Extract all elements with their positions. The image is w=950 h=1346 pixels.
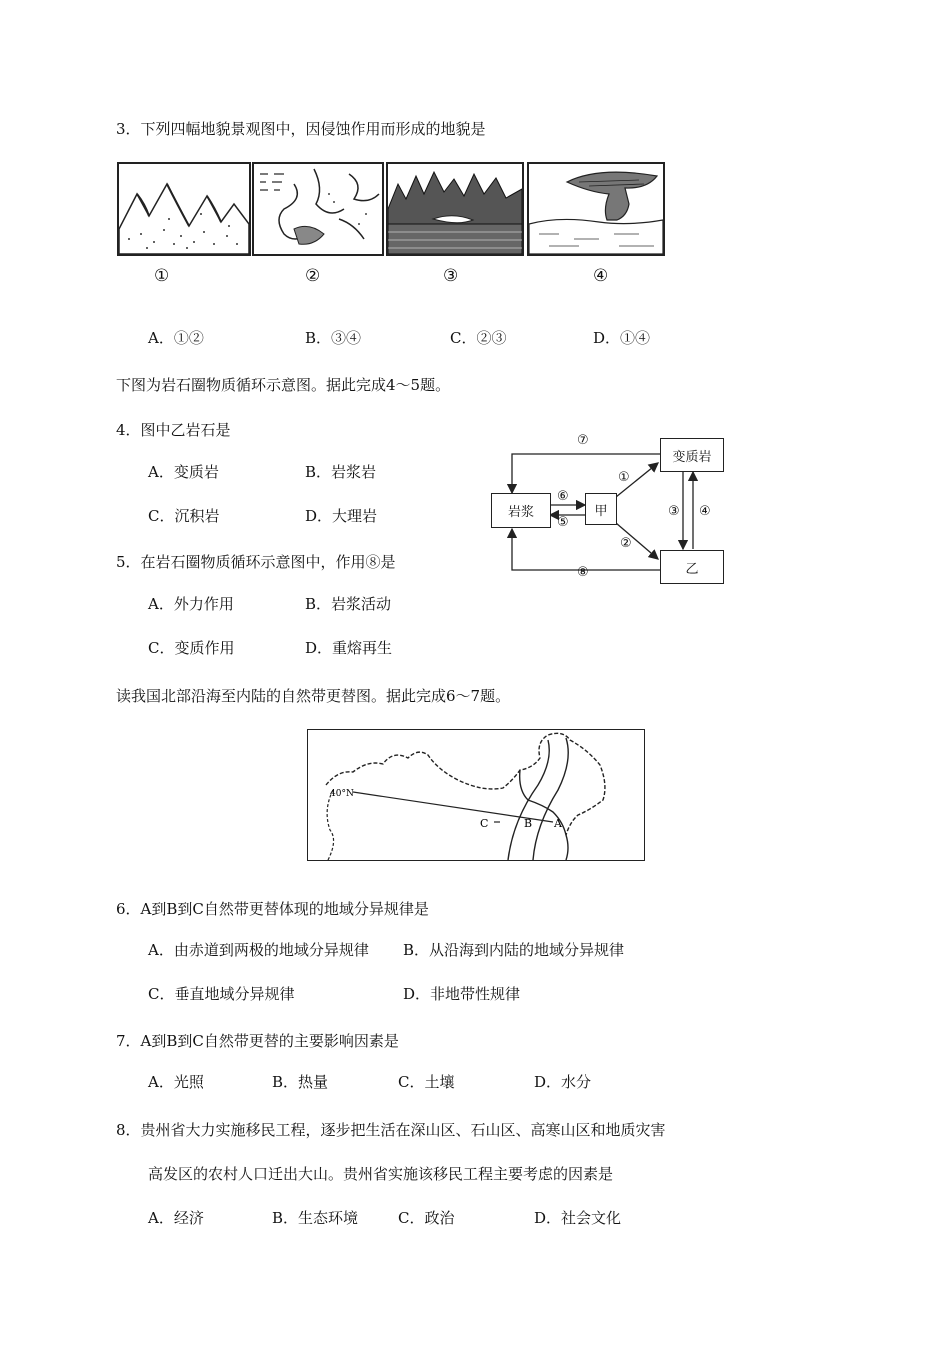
q8-option-d: D．社会文化 <box>534 1209 622 1227</box>
arrow-label-5: ⑤ <box>557 515 569 530</box>
arrow-label-4: ④ <box>699 504 711 519</box>
q5-option-a: A．外力作用 <box>148 595 234 613</box>
intro-4-5: 下图为岩石圈物质循环示意图。据此完成4～5题。 <box>116 376 451 394</box>
q6-stem: 6．A到B到C自然带更替体现的地域分异规律是 <box>116 900 429 918</box>
q6-option-d: D．非地带性规律 <box>403 985 521 1003</box>
figure-label-1: ① <box>154 266 170 286</box>
q7-option-d: D．水分 <box>534 1073 592 1091</box>
q8-stem-line2: 高发区的农村人口迁出大山。贵州省实施该移民工程主要考虑的因素是 <box>148 1165 614 1183</box>
q6-option-b: B．从沿海到内陆的地域分异规律 <box>403 941 625 959</box>
q7-stem: 7．A到B到C自然带更替的主要影响因素是 <box>116 1032 399 1050</box>
landform-picture-4 <box>527 162 665 256</box>
landform-picture-2 <box>252 162 384 256</box>
q8-option-a: A．经济 <box>148 1209 204 1227</box>
box-magma: 岩浆 <box>491 493 551 528</box>
q8-stem-line1: 8．贵州省大力实施移民工程，逐步把生活在深山区、石山区、高寒山区和地质灾害 <box>116 1121 666 1139</box>
q6-option-a: A．由赤道到两极的地域分异规律 <box>148 941 369 959</box>
arrow-label-1: ① <box>618 470 630 485</box>
q3-option-c: C．②③ <box>450 329 507 347</box>
landform-picture-1 <box>117 162 251 256</box>
q5-option-d: D．重熔再生 <box>305 639 393 657</box>
q3-option-d: D．①④ <box>593 329 651 347</box>
q3-option-a: A．①② <box>148 329 204 347</box>
q7-option-a: A．光照 <box>148 1073 204 1091</box>
arrow-label-7: ⑦ <box>577 433 589 448</box>
landform-picture-3 <box>386 162 524 256</box>
q3-option-b: B．③④ <box>305 329 362 347</box>
q4-option-a: A．变质岩 <box>148 463 219 481</box>
q5-stem: 5．在岩石圈物质循环示意图中，作用⑧是 <box>116 553 396 571</box>
q7-option-c: C．土壤 <box>398 1073 455 1091</box>
map-point-a: A <box>554 817 562 830</box>
box-yi: 乙 <box>660 550 724 584</box>
figure-label-2: ② <box>305 266 321 286</box>
arrow-label-8: ⑧ <box>577 565 589 580</box>
q8-option-b: B．生态环境 <box>272 1209 359 1227</box>
box-jia: 甲 <box>585 493 617 525</box>
map-point-c: C <box>480 817 489 830</box>
arrow-label-2: ② <box>620 536 632 551</box>
q4-option-d: D．大理岩 <box>305 507 378 525</box>
q4-stem: 4．图中乙岩石是 <box>116 421 231 439</box>
q5-option-b: B．岩浆活动 <box>305 595 392 613</box>
lat-label: 40°N <box>330 789 354 799</box>
q6-option-c: C．垂直地域分异规律 <box>148 985 295 1003</box>
figure-label-3: ③ <box>443 266 459 286</box>
q4-option-c: C．沉积岩 <box>148 507 220 525</box>
q3-stem: 3．下列四幅地貌景观图中，因侵蚀作用而形成的地貌是 <box>116 120 486 138</box>
figure-label-4: ④ <box>593 266 609 286</box>
q4-option-b: B．岩浆岩 <box>305 463 377 481</box>
intro-6-7: 读我国北部沿海至内陆的自然带更替图。据此完成6～7题。 <box>116 687 511 705</box>
rock-cycle-diagram <box>480 425 740 595</box>
map-point-b: B <box>524 817 533 830</box>
china-north-map <box>307 729 645 861</box>
q5-option-c: C．变质作用 <box>148 639 235 657</box>
arrow-label-6: ⑥ <box>557 489 569 504</box>
box-metamorphic: 变质岩 <box>660 438 724 472</box>
arrow-label-3: ③ <box>668 504 680 519</box>
q7-option-b: B．热量 <box>272 1073 329 1091</box>
q8-option-c: C．政治 <box>398 1209 455 1227</box>
